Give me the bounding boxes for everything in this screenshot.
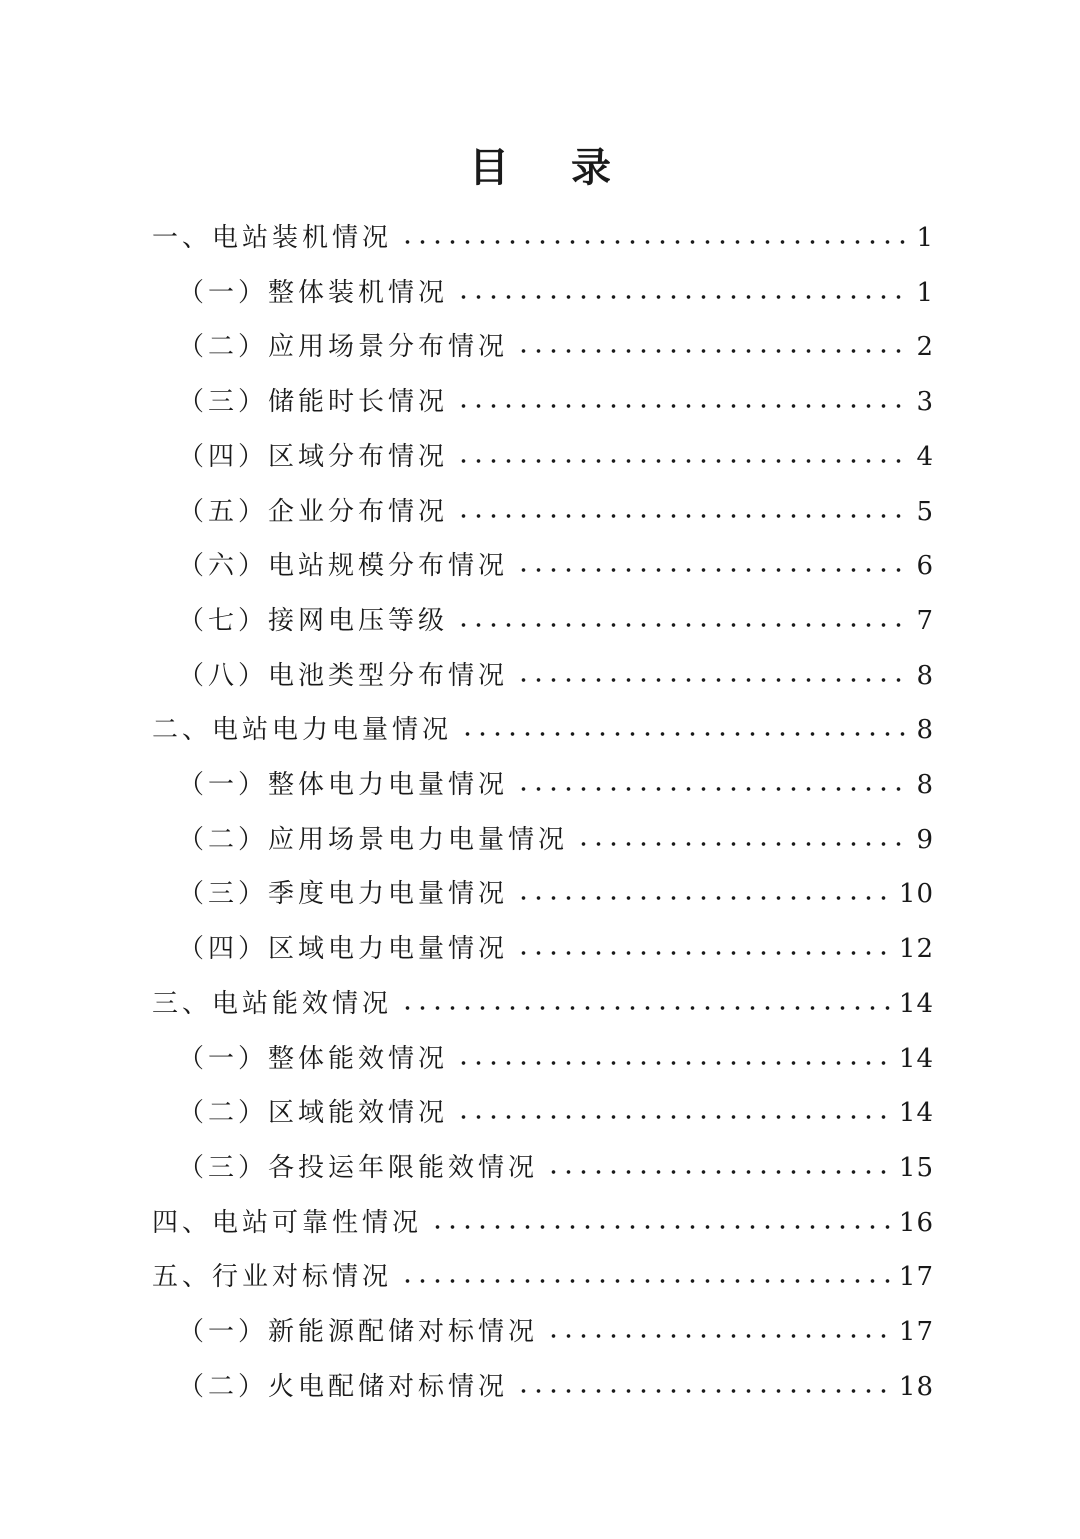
toc-entry-label: 电站装机情况 bbox=[212, 223, 393, 253]
toc-entry[interactable] bbox=[152, 980, 934, 1024]
toc-entry-number: （二） bbox=[178, 1098, 269, 1129]
dot-leader bbox=[456, 459, 908, 463]
toc-entry[interactable] bbox=[152, 1199, 934, 1243]
toc-entry[interactable] bbox=[178, 378, 934, 422]
toc-entry-number: （一） bbox=[178, 1317, 269, 1347]
toc-entry-page-number: 14 bbox=[898, 1098, 934, 1129]
toc-entry-number: （四） bbox=[178, 934, 269, 965]
toc-entry[interactable] bbox=[178, 1089, 934, 1133]
toc-entry-page-number: 8 bbox=[916, 715, 934, 746]
toc-entry-page-number: 6 bbox=[916, 551, 934, 582]
toc-entry-label: 接网电压等级 bbox=[268, 605, 449, 636]
dot-leader bbox=[576, 842, 908, 846]
toc-entry-number: （四） bbox=[178, 441, 269, 472]
toc-entry-label: 区域能效情况 bbox=[268, 1098, 449, 1129]
toc-entry-page-number: 1 bbox=[916, 277, 934, 308]
toc-entry-label: 电池类型分布情况 bbox=[268, 660, 509, 691]
toc-entry[interactable] bbox=[178, 816, 934, 860]
toc-entry-page-number: 7 bbox=[916, 605, 934, 636]
toc-entry-page-number: 14 bbox=[898, 988, 934, 1019]
toc-entry-page-number: 15 bbox=[898, 1152, 934, 1183]
dot-leader bbox=[456, 623, 908, 627]
toc-entry[interactable] bbox=[178, 925, 934, 969]
toc-entry-page-number: 4 bbox=[916, 441, 934, 472]
toc-entry-label: 电站电力电量情况 bbox=[212, 715, 453, 746]
toc-entry[interactable] bbox=[178, 542, 934, 586]
toc-entry-label: 企业分布情况 bbox=[268, 496, 449, 527]
toc-entry-label: 电站能效情况 bbox=[212, 988, 393, 1019]
toc-entry-label: 电站可靠性情况 bbox=[212, 1207, 423, 1238]
dot-leader bbox=[516, 349, 908, 353]
toc-entry-number: （七） bbox=[178, 605, 269, 636]
toc-entry-number: 三、 bbox=[152, 988, 213, 1019]
toc-entry-label: 应用场景分布情况 bbox=[268, 332, 509, 363]
toc-entry[interactable] bbox=[178, 433, 934, 477]
dot-leader bbox=[516, 896, 891, 900]
toc-entry-number: 二、 bbox=[152, 715, 213, 746]
toc-entry[interactable] bbox=[152, 706, 934, 750]
toc-entry-page-number: 12 bbox=[898, 934, 934, 965]
toc-entry-page-number: 18 bbox=[898, 1371, 934, 1402]
toc-entry-label: 整体能效情况 bbox=[268, 1043, 449, 1074]
dot-leader bbox=[400, 1279, 891, 1283]
toc-entry-page-number: 8 bbox=[916, 660, 934, 691]
toc-entry[interactable] bbox=[178, 1035, 934, 1079]
toc-entry-number: （二） bbox=[178, 1371, 269, 1402]
toc-entry[interactable] bbox=[152, 1253, 934, 1297]
toc-entry-page-number: 3 bbox=[916, 387, 934, 418]
dot-leader bbox=[456, 295, 908, 299]
toc-entry-label: 储能时长情况 bbox=[268, 387, 449, 418]
dot-leader bbox=[400, 1006, 891, 1010]
toc-entry[interactable] bbox=[178, 323, 934, 367]
toc-entry[interactable] bbox=[178, 1144, 934, 1188]
dot-leader bbox=[546, 1170, 891, 1174]
toc-entry-number: 四、 bbox=[152, 1207, 213, 1238]
toc-entry-number: （八） bbox=[178, 660, 269, 691]
toc-entry-page-number: 2 bbox=[916, 332, 934, 363]
toc-entry-page-number: 8 bbox=[916, 770, 934, 800]
dot-leader bbox=[516, 951, 891, 955]
toc-entry-label: 火电配储对标情况 bbox=[268, 1371, 509, 1402]
toc-entry-label: 整体电力电量情况 bbox=[268, 770, 509, 800]
toc-entry-page-number: 5 bbox=[916, 496, 934, 527]
dot-leader bbox=[430, 1225, 891, 1229]
toc-entry[interactable] bbox=[178, 269, 934, 313]
toc-entry-number: 五、 bbox=[152, 1262, 213, 1293]
toc-entry[interactable] bbox=[178, 870, 934, 914]
toc-entry-label: 行业对标情况 bbox=[212, 1262, 393, 1293]
toc-entry-number: 一、 bbox=[152, 223, 213, 253]
toc-entry-page-number: 9 bbox=[916, 824, 934, 855]
toc-entry-number: （三） bbox=[178, 879, 269, 910]
toc-entry[interactable] bbox=[178, 488, 934, 532]
toc-entry-label: 电站规模分布情况 bbox=[268, 551, 509, 582]
toc-entry-label: 区域分布情况 bbox=[268, 441, 449, 472]
toc-entry-label: 应用场景电力电量情况 bbox=[268, 824, 569, 855]
toc-entry-number: （一） bbox=[178, 277, 269, 308]
toc-entry-label: 整体装机情况 bbox=[268, 277, 449, 308]
dot-leader bbox=[516, 568, 908, 572]
toc-entry-number: （五） bbox=[178, 496, 269, 527]
dot-leader bbox=[460, 732, 908, 736]
toc-entry[interactable] bbox=[152, 214, 934, 258]
toc-entry-page-number: 14 bbox=[898, 1043, 934, 1074]
toc-entry-number: （一） bbox=[178, 1043, 269, 1074]
toc-entry[interactable] bbox=[178, 1363, 934, 1407]
toc-entry-number: （二） bbox=[178, 824, 269, 855]
dot-leader bbox=[400, 240, 908, 244]
toc-entry-page-number: 17 bbox=[898, 1262, 934, 1293]
dot-leader bbox=[546, 1334, 891, 1338]
toc-entry-page-number: 1 bbox=[916, 223, 934, 253]
toc-entry-label: 区域电力电量情况 bbox=[268, 934, 509, 965]
dot-leader bbox=[516, 678, 908, 682]
dot-leader bbox=[456, 1061, 891, 1065]
toc-entry-page-number: 17 bbox=[898, 1317, 934, 1347]
dot-leader bbox=[516, 787, 908, 791]
toc-entry[interactable] bbox=[178, 761, 934, 805]
dot-leader bbox=[516, 1389, 891, 1393]
toc-entry[interactable] bbox=[178, 652, 934, 696]
dot-leader bbox=[456, 514, 908, 518]
toc-entry-number: （三） bbox=[178, 1152, 269, 1183]
toc-entry-page-number: 16 bbox=[898, 1207, 934, 1238]
page-title: 目 录 bbox=[469, 144, 635, 191]
dot-leader bbox=[456, 404, 908, 408]
toc-entry[interactable] bbox=[178, 1308, 934, 1352]
toc-entry-page-number: 10 bbox=[898, 879, 934, 910]
toc-entry-number: （三） bbox=[178, 387, 269, 418]
toc-entry-label: 新能源配储对标情况 bbox=[268, 1317, 539, 1347]
dot-leader bbox=[456, 1115, 891, 1119]
toc-entry-label: 季度电力电量情况 bbox=[268, 879, 509, 910]
toc-entry-number: （一） bbox=[178, 770, 269, 800]
toc-entry-number: （二） bbox=[178, 332, 269, 363]
toc-entry[interactable] bbox=[178, 597, 934, 641]
toc-entry-number: （六） bbox=[178, 551, 269, 582]
toc-entry-label: 各投运年限能效情况 bbox=[268, 1152, 539, 1183]
